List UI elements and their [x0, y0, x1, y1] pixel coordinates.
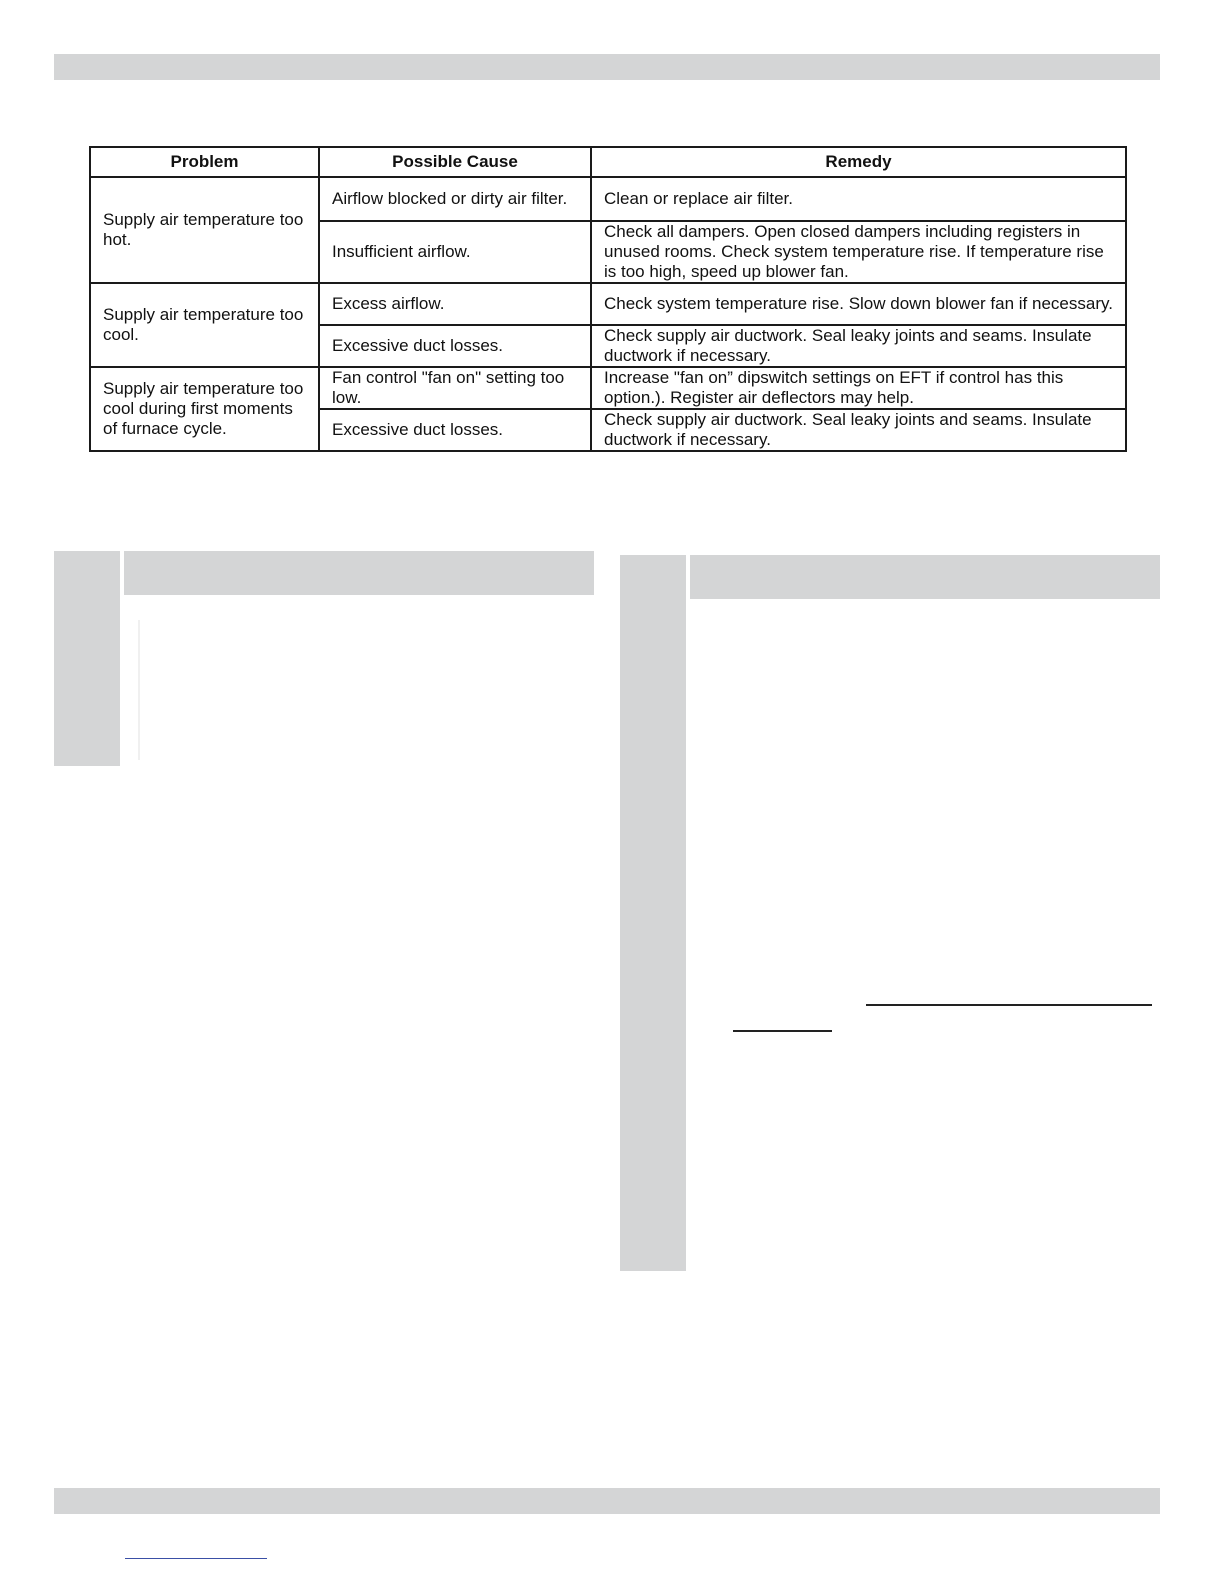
page-header-band	[54, 54, 1160, 80]
left-section-header-band	[124, 551, 594, 595]
table-row	[90, 177, 1126, 221]
header-remedy: Remedy	[591, 147, 1126, 177]
problem-cell: Supply air temperature too cool.	[90, 283, 319, 367]
remedy-cell: Clean or replace air filter.	[591, 177, 1126, 221]
footer-link-underline	[125, 1558, 267, 1559]
left-section-side-tab	[54, 551, 120, 766]
remedy-cell: Increase "fan on” dipswitch settings on EFT if control has this option.). Register air deflectors may help.	[591, 367, 1126, 409]
left-section-divider	[138, 620, 140, 760]
underline-rule	[733, 1030, 832, 1032]
cause-cell: Insufficient airflow.	[319, 221, 591, 283]
remedy-cell: Check all dampers. Open closed dampers including registers in unused rooms. Check system temperature rise. If temperature rise is too high, speed up blower fan.	[591, 221, 1126, 283]
table-row	[90, 283, 1126, 325]
underline-rule	[866, 1004, 1152, 1006]
page-footer-band	[54, 1488, 1160, 1514]
remedy-cell: Check supply air ductwork. Seal leaky joints and seams. Insulate ductwork if necessary.	[591, 325, 1126, 367]
cause-cell: Excess airflow.	[319, 283, 591, 325]
table-row	[90, 367, 1126, 409]
header-problem: Problem	[90, 147, 319, 177]
right-section-header-band	[690, 555, 1160, 599]
header-possible-cause: Possible Cause	[319, 147, 591, 177]
problem-cell: Supply air temperature too cool during first moments of furnace cycle.	[90, 367, 319, 451]
cause-cell: Excessive duct losses.	[319, 409, 591, 451]
remedy-cell: Check system temperature rise. Slow down blower fan if necessary.	[591, 283, 1126, 325]
cause-cell: Fan control "fan on" setting too low.	[319, 367, 591, 409]
troubleshooting-table	[89, 146, 1127, 452]
table-header-row	[90, 147, 1126, 177]
remedy-cell: Check supply air ductwork. Seal leaky joints and seams. Insulate ductwork if necessary.	[591, 409, 1126, 451]
cause-cell: Airflow blocked or dirty air filter.	[319, 177, 591, 221]
problem-cell: Supply air temperature too hot.	[90, 177, 319, 283]
cause-cell: Excessive duct losses.	[319, 325, 591, 367]
right-section-side-tab	[620, 555, 686, 1271]
